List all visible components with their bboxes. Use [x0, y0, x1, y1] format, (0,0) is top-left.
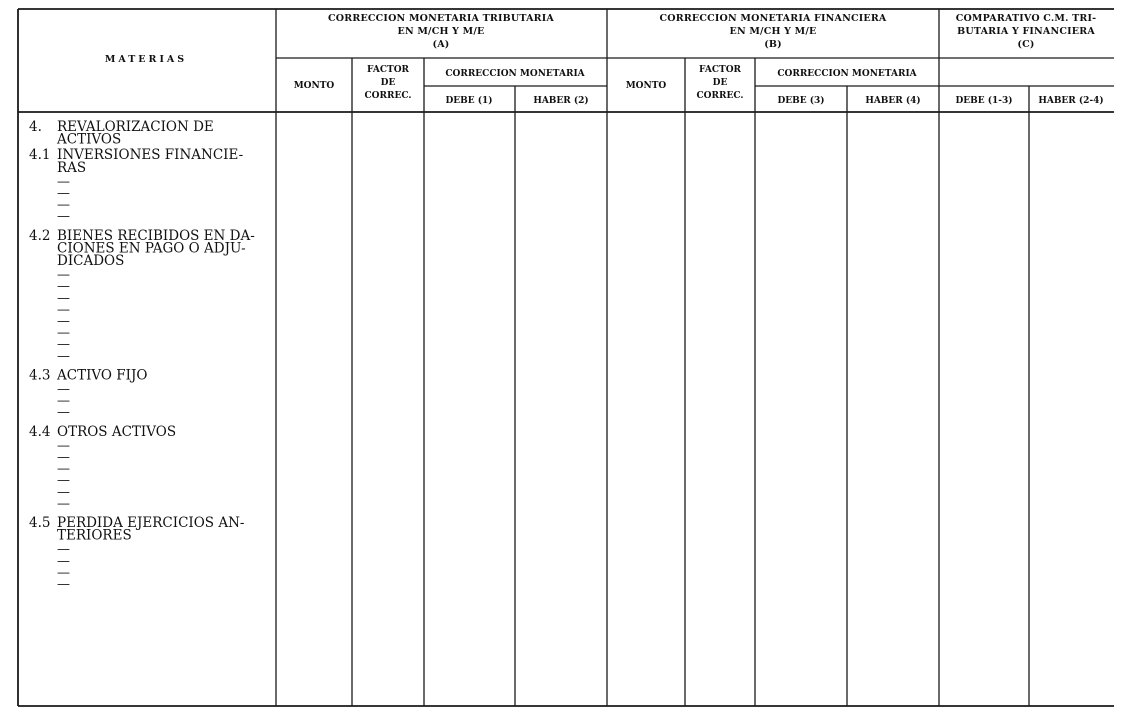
group-a-title [328, 13, 554, 50]
entry-dash: — [57, 542, 70, 558]
group-title-line: (B) [764, 39, 782, 50]
group-title-line: EN M/CH Y M/E [729, 26, 817, 37]
section-4-1 [29, 147, 243, 224]
table-grid [18, 9, 1114, 706]
entry-dash: — [57, 553, 70, 569]
entry-dash: — [57, 382, 70, 397]
entry-dash: — [57, 209, 70, 225]
entry-dash: — [57, 302, 70, 318]
section-title-line: ACTIVOS [57, 131, 122, 148]
correccion-a-header: CORRECCION MONETARIA [445, 69, 585, 79]
section-title-line: RAS [57, 159, 87, 176]
group-c-title [956, 13, 1097, 50]
factor-header-line: CORREC. [364, 91, 412, 101]
section-title-line: REVALORIZACION DE [57, 119, 214, 135]
debe-1-3-header: DEBE (1-3) [955, 96, 1013, 106]
section-number: 4.1 [29, 147, 51, 164]
section-title-line: INVERSIONES FINANCIE- [57, 147, 244, 164]
section-title-line: PERDIDA EJERCICIOS AN- [57, 515, 245, 531]
entry-dash: — [57, 174, 70, 190]
group-title-line: CORRECCION MONETARIA FINANCIERA [659, 13, 887, 24]
section-number: 4.5 [29, 515, 51, 531]
entry-dash: — [57, 450, 70, 465]
materias-label: MATERIAS [104, 54, 188, 65]
entry-dash: — [57, 577, 70, 592]
debe-3-header: DEBE (3) [777, 96, 825, 106]
materias-list [29, 119, 255, 592]
section-title-line: ACTIVO FIJO [57, 367, 148, 384]
entry-dash: — [57, 496, 70, 512]
entry-dash: — [57, 565, 70, 581]
section-4-2 [29, 228, 255, 364]
debe-1-header: DEBE (1) [445, 96, 493, 106]
section-number: 4.2 [29, 227, 51, 244]
factor-a-header [365, 65, 412, 101]
entry-dash: — [57, 473, 70, 489]
group-title-line: (C) [1017, 39, 1035, 50]
haber-4-header: HABER (4) [865, 96, 921, 106]
group-title-line: (A) [432, 39, 450, 50]
entry-dash: — [57, 393, 70, 409]
group-title-line: CORRECCION MONETARIA TRIBUTARIA [328, 13, 554, 24]
correccion-b-header: CORRECCION MONETARIA [777, 69, 917, 79]
entry-dash: — [57, 348, 70, 364]
section-4-3 [29, 367, 147, 420]
haber-2-header: HABER (2) [533, 96, 589, 106]
factor-header-line: CORREC. [696, 91, 744, 101]
monto-b-header: MONTO [625, 81, 667, 91]
group-title-line: EN M/CH Y M/E [397, 26, 485, 37]
entry-dash: — [57, 290, 70, 306]
entry-dash: — [57, 267, 70, 283]
factor-header-line: FACTOR [698, 65, 742, 75]
section-title-line: DICADOS [57, 253, 125, 269]
section-4-4 [29, 424, 176, 512]
entry-dash: — [57, 325, 70, 341]
haber-2-4-header: HABER (2-4) [1038, 96, 1104, 106]
section-4 [29, 119, 214, 148]
entry-dash: — [57, 337, 70, 353]
section-number: 4.4 [29, 423, 51, 440]
entry-dash: — [57, 279, 70, 295]
group-title-line: COMPARATIVO C.M. TRI- [955, 13, 1097, 24]
entry-dash: — [57, 314, 70, 329]
factor-header-line: FACTOR [366, 65, 410, 75]
entry-dash: — [57, 197, 70, 213]
entry-dash: — [57, 186, 70, 201]
monto-a-header: MONTO [293, 81, 335, 91]
section-title-line: OTROS ACTIVOS [57, 423, 177, 440]
section-number: 4. [29, 119, 42, 135]
section-title-line: TERIORES [57, 527, 132, 544]
section-4-5 [29, 515, 244, 592]
section-title-line: BIENES RECIBIDOS EN DA- [57, 227, 255, 244]
group-title-line: BUTARIA Y FINANCIERA [957, 26, 1095, 37]
factor-header-line: DE [380, 78, 396, 88]
entry-dash: — [57, 484, 70, 500]
factor-header-line: DE [712, 78, 728, 88]
section-number: 4.3 [29, 367, 51, 384]
entry-dash: — [57, 405, 70, 421]
entry-dash: — [57, 461, 70, 477]
section-title-line: CIONES EN PAGO O ADJU- [57, 240, 246, 257]
entry-dash: — [57, 438, 70, 454]
group-b-title [660, 13, 887, 50]
factor-b-header [697, 65, 744, 101]
